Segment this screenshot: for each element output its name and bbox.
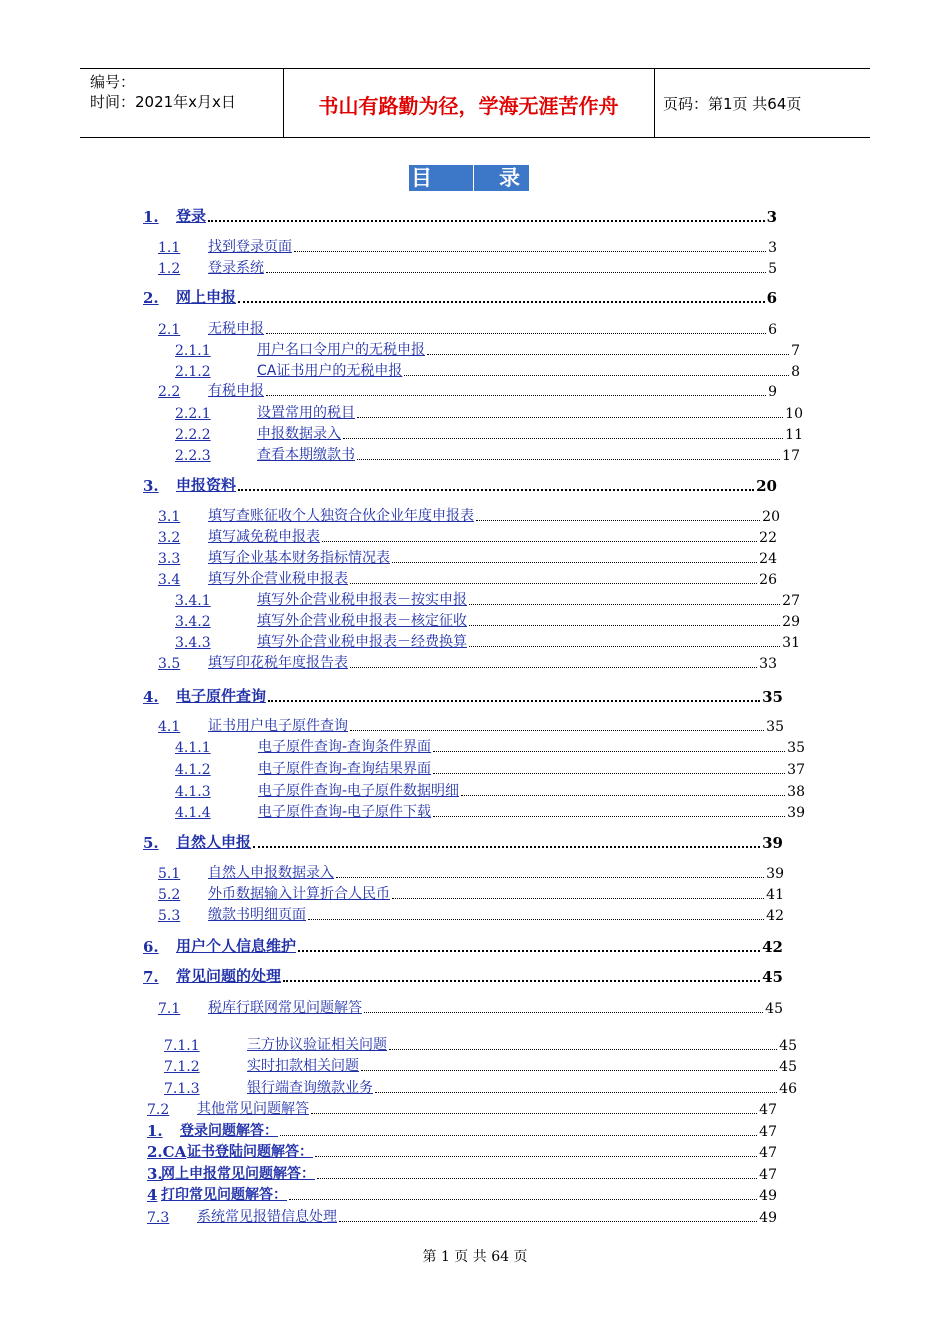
- toc-entry[interactable]: [175, 756, 805, 778]
- toc-entry-number[interactable]: 7.3: [147, 1210, 170, 1226]
- toc-entry[interactable]: [175, 799, 805, 821]
- toc-entry-number[interactable]: 4.1: [158, 719, 181, 735]
- toc-entry-title[interactable]: 外币数据输入计算折合人民币: [208, 886, 390, 902]
- toc-entry-number[interactable]: 3.: [143, 477, 159, 495]
- toc-entry[interactable]: [175, 442, 800, 464]
- toc-leader-dots: [350, 653, 757, 668]
- toc-entry-number[interactable]: 2.2: [158, 384, 181, 400]
- toc-entry-page: 39: [766, 866, 784, 882]
- toc-leader-dots: [433, 759, 785, 774]
- toc-entry[interactable]: [158, 503, 780, 525]
- toc-entry[interactable]: [147, 1096, 777, 1118]
- toc-entry[interactable]: [158, 545, 777, 567]
- toc-entry[interactable]: [158, 316, 777, 338]
- toc-entry-number[interactable]: 5.: [143, 834, 159, 852]
- toc-entry[interactable]: [175, 734, 805, 756]
- toc-entry-page: 6: [766, 289, 777, 307]
- toc-leader-dots: [280, 1121, 757, 1136]
- toc-entry-page: 20: [756, 477, 777, 495]
- toc-entry-number[interactable]: 3.3: [158, 551, 181, 567]
- toc-leader-dots: [268, 686, 760, 702]
- toc-entry-page: 29: [782, 614, 800, 630]
- toc-entry-title[interactable]: 填写印花税年度报告表: [208, 655, 348, 671]
- toc-entry-title[interactable]: 登录系统: [208, 260, 264, 276]
- toc-entry-number[interactable]: 6.: [143, 938, 159, 956]
- toc-entry-number[interactable]: 7.: [143, 968, 159, 986]
- toc-entry-title[interactable]: 缴款书明细页面: [208, 907, 306, 923]
- toc-entry-title[interactable]: 证书登陆问题解答：: [187, 1144, 313, 1160]
- toc-entry[interactable]: [158, 524, 777, 546]
- toc-entry-page: 33: [759, 656, 777, 672]
- toc-entry-page: 20: [762, 509, 780, 525]
- toc-entry-page: 35: [787, 740, 805, 756]
- toc-entry[interactable]: [143, 204, 777, 226]
- toc-entry[interactable]: [158, 234, 777, 256]
- toc-entry[interactable]: [175, 337, 800, 359]
- toc-leader-dots: [476, 506, 760, 521]
- toc-leader-dots: [253, 832, 760, 848]
- toc-entry-title[interactable]: 电子原件查询-查询结果界面: [258, 761, 432, 777]
- toc-entry-number[interactable]: 1.: [147, 1122, 163, 1140]
- toc-entry-page: 37: [787, 762, 805, 778]
- toc-entry-number[interactable]: 3.1: [158, 509, 181, 525]
- toc-entry[interactable]: [164, 1032, 797, 1054]
- toc-entry-title[interactable]: 三方协议验证相关问题: [247, 1037, 387, 1053]
- toc-leader-dots: [361, 1056, 777, 1071]
- toc-entry-page: 11: [785, 427, 803, 443]
- toc-entry-title[interactable]: 电子原件查询-查询条件界面: [258, 739, 432, 755]
- toc-entry-number[interactable]: 4.1.3: [175, 784, 211, 800]
- toc-entry[interactable]: [158, 713, 784, 735]
- toc-entry[interactable]: [147, 1118, 777, 1140]
- toc-entry[interactable]: [158, 255, 777, 277]
- toc-entry[interactable]: [143, 830, 783, 852]
- toc-leader-dots: [357, 445, 780, 460]
- toc-entry-page: 3: [768, 240, 777, 256]
- toc-entry-page: 38: [787, 784, 805, 800]
- toc-entry-page: 45: [779, 1059, 797, 1075]
- toc-entry-title[interactable]: 实时扣款相关问题: [247, 1058, 359, 1074]
- toc-entry-title[interactable]: 设置常用的税目: [257, 405, 355, 421]
- time-label: 时间：2021年x月x日: [90, 93, 236, 111]
- toc-entry-page: 46: [779, 1081, 797, 1097]
- toc-entry-number[interactable]: 3.4.2: [175, 614, 211, 630]
- toc-entry-title[interactable]: 电子原件查询-电子原件数据明细: [258, 783, 460, 799]
- toc-entry-number[interactable]: 2.: [143, 289, 159, 307]
- toc-leader-dots: [350, 569, 757, 584]
- page-footer: 第 1 页 共 64 页: [422, 1249, 528, 1265]
- toc-leader-dots: [266, 319, 766, 334]
- toc-entry-title[interactable]: 登录: [176, 207, 207, 225]
- toc-entry-page: 39: [787, 805, 805, 821]
- toc-entry[interactable]: [143, 684, 783, 706]
- toc-entry-title[interactable]: 填写外企营业税申报表－经费换算: [257, 634, 467, 650]
- toc-title-right: 录: [499, 166, 520, 190]
- toc-leader-dots: [298, 936, 760, 952]
- toc-entry-title[interactable]: 常见问题的处理: [176, 967, 282, 985]
- toc-entry-page: 10: [785, 406, 803, 422]
- toc-leader-dots: [433, 737, 785, 752]
- toc-leader-dots: [350, 716, 764, 731]
- toc-entry-number[interactable]: 7.1.2: [164, 1059, 200, 1075]
- toc-entry-number[interactable]: 1.2: [158, 261, 181, 277]
- toc-entry-number[interactable]: 3.4: [158, 572, 181, 588]
- toc-entry-page: 9: [768, 384, 777, 400]
- toc-entry-title[interactable]: 银行端查询缴款业务: [247, 1080, 373, 1096]
- toc-leader-dots: [392, 884, 764, 899]
- toc-leader-dots: [469, 590, 780, 605]
- toc-entry-page: 17: [782, 448, 800, 464]
- toc-entry-page: 45: [779, 1038, 797, 1054]
- toc-entry-number[interactable]: 2.1.1: [175, 343, 211, 359]
- toc-entry-number[interactable]: 2.2.1: [175, 406, 211, 422]
- toc-entry-title[interactable]: 税库行联网常见问题解答: [208, 1000, 362, 1016]
- toc-entry-title[interactable]: 填写外企营业税申报表: [208, 571, 348, 587]
- toc-leader-dots: [238, 287, 765, 303]
- toc-entry-number[interactable]: 3.5: [158, 656, 181, 672]
- toc-entry-number[interactable]: 3.2: [158, 530, 181, 546]
- toc-leader-dots: [311, 1099, 757, 1114]
- toc-entry-title[interactable]: 登录问题解答：: [180, 1123, 278, 1139]
- toc-entry[interactable]: [143, 473, 777, 495]
- toc-entry-title[interactable]: 网上申报: [176, 288, 237, 306]
- toc-entry-number[interactable]: 3.4.3: [175, 635, 211, 651]
- toc-entry-page: 47: [759, 1145, 777, 1161]
- toc-entry[interactable]: [175, 400, 803, 422]
- toc-entry-title[interactable]: 填写减免税申报表: [208, 529, 320, 545]
- toc-entry-number[interactable]: 2.1: [158, 322, 181, 338]
- toc-entry-page: 35: [766, 719, 784, 735]
- toc-leader-dots: [392, 548, 757, 563]
- toc-entry[interactable]: [158, 881, 784, 903]
- toc-entry-title[interactable]: 电子原件查询-电子原件下载: [258, 804, 432, 820]
- toc-entry-page: 47: [759, 1167, 777, 1183]
- toc-entry-number[interactable]: 4.1.1: [175, 740, 211, 756]
- toc-entry-page: 42: [762, 938, 783, 956]
- toc-entry-number[interactable]: 4.: [143, 688, 159, 706]
- toc-entry-number[interactable]: 7.1: [158, 1001, 181, 1017]
- toc-entry-page: 27: [782, 593, 800, 609]
- toc-entry-page: 6: [768, 322, 777, 338]
- toc-leader-dots: [469, 632, 780, 647]
- toc-entry[interactable]: [147, 1161, 777, 1183]
- toc-entry-page: 49: [759, 1188, 777, 1204]
- toc-entry-title[interactable]: 自然人申报数据录入: [208, 865, 334, 881]
- toc-entry-number[interactable]: 2.2.3: [175, 448, 211, 464]
- toc-entry-page: 26: [759, 572, 777, 588]
- toc-entry-number[interactable]: 3.: [147, 1165, 163, 1183]
- toc-entry-page: 24: [759, 551, 777, 567]
- toc-leader-dots: [294, 237, 766, 252]
- toc-entry-title[interactable]: 用户个人信息维护: [176, 937, 297, 955]
- serial-label: 编号：: [90, 73, 136, 91]
- toc-entry-number[interactable]: 4.1.2: [175, 762, 211, 778]
- toc-leader-dots: [266, 258, 766, 273]
- toc-entry-number[interactable]: 5.3: [158, 908, 181, 924]
- toc-entry[interactable]: [164, 1075, 797, 1097]
- toc-entry-number[interactable]: 5.2: [158, 887, 181, 903]
- toc-entry[interactable]: [175, 608, 800, 630]
- toc-leader-dots: [469, 611, 780, 626]
- toc-entry[interactable]: [158, 378, 777, 400]
- toc-entry[interactable]: [158, 650, 777, 672]
- toc-leader-dots: [336, 863, 764, 878]
- toc-entry[interactable]: [175, 421, 803, 443]
- toc-entry-number[interactable]: 2.CA: [147, 1143, 187, 1161]
- toc-leader-dots: [389, 1035, 777, 1050]
- toc-entry-number[interactable]: 2.2.2: [175, 427, 211, 443]
- toc-entry-page: 41: [766, 887, 784, 903]
- toc-entry-page: 3: [766, 208, 777, 226]
- toc-leader-dots: [317, 1164, 757, 1179]
- toc-entry-number[interactable]: 7.1.1: [164, 1038, 200, 1054]
- toc-entry[interactable]: [175, 587, 800, 609]
- toc-entry-page: 7: [791, 343, 800, 359]
- toc-entry-title[interactable]: 申报数据录入: [257, 426, 341, 442]
- toc-entry-page: 42: [766, 908, 784, 924]
- toc-entry-page: 45: [765, 1001, 783, 1017]
- toc-entry[interactable]: [143, 964, 783, 986]
- toc-entry-number[interactable]: 1.: [143, 208, 159, 226]
- toc-entry-number[interactable]: 5.1: [158, 866, 181, 882]
- toc-entry-title[interactable]: 填写查账征收个人独资合伙企业年度申报表: [208, 508, 474, 524]
- page-info: 页码：第1页 共64页: [663, 95, 802, 113]
- toc-entry-page: 31: [782, 635, 800, 651]
- toc-entry[interactable]: [175, 629, 800, 651]
- toc-entry-page: 49: [759, 1210, 777, 1226]
- toc-leader-dots: [357, 403, 783, 418]
- toc-leader-dots: [238, 475, 754, 491]
- toc-entry[interactable]: [143, 285, 777, 307]
- toc-entry-title[interactable]: 用户名口令用户的无税申报: [257, 342, 425, 358]
- toc-entry-title[interactable]: 填写外企营业税申报表－按实申报: [257, 592, 467, 608]
- toc-entry[interactable]: [175, 778, 805, 800]
- toc-title-left: 目: [411, 166, 432, 190]
- toc-leader-dots: [461, 781, 785, 796]
- toc-entry-page: 22: [759, 530, 777, 546]
- toc-entry-page: 8: [791, 364, 800, 380]
- toc-entry-page: 5: [768, 261, 777, 277]
- toc-entry-title[interactable]: 网上申报常见问题解答：: [161, 1166, 315, 1182]
- toc-entry[interactable]: [143, 934, 783, 956]
- toc-leader-dots: [315, 1142, 757, 1157]
- toc-entry[interactable]: [158, 860, 784, 882]
- toc-entry-number[interactable]: 4.1.4: [175, 805, 211, 821]
- toc-leader-dots: [404, 361, 789, 376]
- toc-leader-dots: [266, 381, 766, 396]
- toc-entry-number[interactable]: 2.1.2: [175, 364, 211, 380]
- toc-entry-title[interactable]: 系统常见报错信息处理: [197, 1209, 337, 1225]
- toc-entry-title[interactable]: 填写外企营业税申报表－核定征收: [257, 613, 467, 629]
- toc-entry-title[interactable]: 查看本期缴款书: [257, 447, 355, 463]
- toc-entry[interactable]: [158, 566, 777, 588]
- toc-entry-number[interactable]: 3.4.1: [175, 593, 211, 609]
- toc-leader-dots: [364, 998, 763, 1013]
- motto: 书山有路勤为径，学海无涯苦作舟: [318, 94, 619, 118]
- toc-entry-page: 47: [759, 1124, 777, 1140]
- toc-entry[interactable]: [175, 358, 800, 380]
- toc-entry-title[interactable]: 填写企业基本财务指标情况表: [208, 550, 390, 566]
- toc-entry-title[interactable]: 自然人申报: [176, 833, 252, 851]
- toc-leader-dots: [322, 527, 757, 542]
- toc-entry-page: 39: [762, 834, 783, 852]
- toc-leader-dots: [289, 1185, 757, 1200]
- toc-entry-number[interactable]: 7.1.3: [164, 1081, 200, 1097]
- toc-leader-dots: [433, 802, 785, 817]
- toc-entry[interactable]: [158, 902, 784, 924]
- toc-entry-page: 45: [762, 968, 783, 986]
- toc-entry-title[interactable]: 证书用户电子原件查询: [208, 718, 348, 734]
- toc-leader-dots: [308, 905, 764, 920]
- toc-entry-title[interactable]: 其他常见问题解答: [197, 1101, 309, 1117]
- toc-entry-title[interactable]: 打印常见问题解答：: [161, 1187, 287, 1203]
- toc-entry-title[interactable]: 申报资料: [176, 476, 237, 494]
- toc-entry-title[interactable]: 有税申报: [208, 383, 264, 399]
- toc-leader-dots: [375, 1078, 777, 1093]
- toc-entry-title[interactable]: 找到登录页面: [208, 239, 292, 255]
- toc-entry[interactable]: [147, 1139, 777, 1161]
- toc-leader-dots: [343, 424, 783, 439]
- toc-entry[interactable]: [147, 1204, 777, 1226]
- toc-leader-dots: [283, 966, 760, 982]
- toc-entry-number[interactable]: 7.2: [147, 1102, 170, 1118]
- toc-entry-number[interactable]: 4: [147, 1186, 158, 1204]
- toc-leader-dots: [427, 340, 789, 355]
- toc-entry-page: 47: [759, 1102, 777, 1118]
- toc-leader-dots: [208, 206, 765, 222]
- toc-entry-title[interactable]: CA证书用户的无税申报: [257, 363, 403, 379]
- toc-entry[interactable]: [158, 995, 783, 1017]
- toc-entry[interactable]: [164, 1053, 797, 1075]
- toc-entry-page: 35: [762, 688, 783, 706]
- toc-entry-title[interactable]: 无税申报: [208, 321, 264, 337]
- toc-leader-dots: [339, 1207, 757, 1222]
- toc-entry-title[interactable]: 电子原件查询: [176, 687, 267, 705]
- toc-entry[interactable]: [147, 1182, 777, 1204]
- toc-entry-number[interactable]: 1.1: [158, 240, 181, 256]
